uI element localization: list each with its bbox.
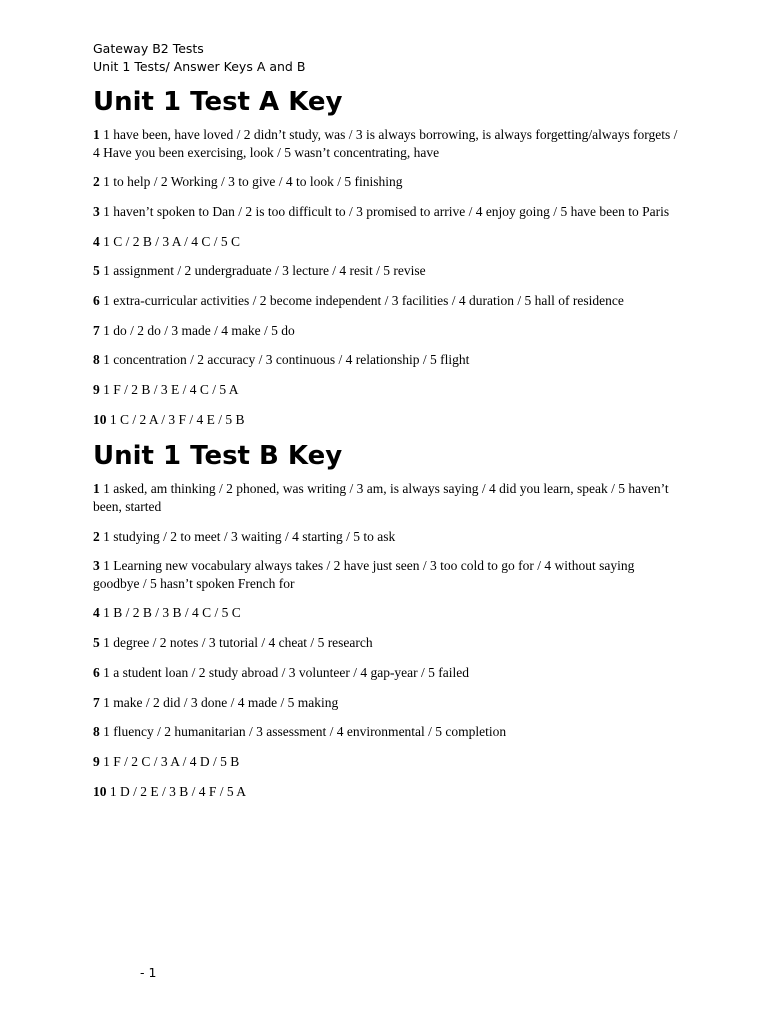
answer-item-number: 5 bbox=[93, 263, 100, 279]
answer-item-number: 5 bbox=[93, 635, 100, 651]
answer-item bbox=[93, 233, 678, 251]
answer-item-text: 1 extra-curricular activities / 2 become independent / 3 facilities / 4 duration / 5 hall of residence bbox=[103, 292, 624, 308]
answer-item-text: 1 assignment / 2 undergraduate / 3 lecture / 4 resit / 5 revise bbox=[103, 263, 426, 279]
answer-item-number: 7 bbox=[93, 322, 100, 338]
answer-item bbox=[93, 292, 678, 310]
test-a-answer-list bbox=[93, 126, 678, 428]
answer-item bbox=[93, 381, 678, 399]
answer-item-text: 1 Learning new vocabulary always takes / 2 have just seen / 3 too cold to go for / 4 without saying goodbye / 5 hasn’t spoken French for bbox=[93, 558, 635, 591]
answer-item-text: 1 make / 2 did / 3 done / 4 made / 5 making bbox=[103, 694, 339, 710]
answer-item-number: 1 bbox=[93, 481, 100, 497]
answer-item-text: 1 C / 2 B / 3 A / 4 C / 5 C bbox=[103, 233, 241, 249]
answer-item bbox=[93, 557, 678, 592]
answer-item-text: 1 C / 2 A / 3 F / 4 E / 5 B bbox=[109, 411, 245, 427]
answer-item-number: 7 bbox=[93, 694, 100, 710]
answer-item bbox=[93, 351, 678, 369]
answer-item bbox=[93, 126, 678, 161]
answer-item bbox=[93, 723, 678, 741]
answer-item bbox=[93, 480, 678, 515]
answer-item-text: 1 do / 2 do / 3 made / 4 make / 5 do bbox=[103, 322, 295, 338]
answer-item-text: 1 D / 2 E / 3 B / 4 F / 5 A bbox=[109, 783, 247, 799]
page-number: - 1 bbox=[140, 965, 157, 980]
answer-item-text: 1 a student loan / 2 study abroad / 3 volunteer / 4 gap-year / 5 failed bbox=[103, 664, 470, 680]
answer-item-text: 1 F / 2 B / 3 E / 4 C / 5 A bbox=[103, 382, 239, 397]
answer-item-number: 9 bbox=[93, 382, 100, 397]
answer-item-text: 1 asked, am thinking / 2 phoned, was writing / 3 am, is always saying / 4 did you learn, speak / 5 haven’t been, started bbox=[93, 481, 669, 514]
answer-item-number: 4 bbox=[93, 233, 100, 249]
document-page bbox=[93, 40, 678, 812]
answer-item bbox=[93, 173, 678, 191]
answer-item-number: 4 bbox=[93, 605, 100, 621]
answer-item-number: 2 bbox=[93, 174, 100, 190]
answer-item-number: 8 bbox=[93, 352, 100, 368]
answer-item-text: 1 degree / 2 notes / 3 tutorial / 4 cheat / 5 research bbox=[103, 635, 373, 651]
answer-item bbox=[93, 322, 678, 340]
answer-item-text: 1 concentration / 2 accuracy / 3 continuous / 4 relationship / 5 flight bbox=[103, 352, 470, 368]
answer-item-number: 6 bbox=[93, 292, 100, 308]
answer-item-number: 3 bbox=[93, 203, 100, 219]
answer-item-number: 2 bbox=[93, 528, 100, 544]
answer-item bbox=[93, 411, 678, 429]
answer-item-text: 1 F / 2 C / 3 A / 4 D / 5 B bbox=[103, 753, 240, 769]
document-header-line-2: Unit 1 Tests/ Answer Keys A and B bbox=[93, 59, 306, 74]
answer-item bbox=[93, 634, 678, 652]
answer-item-number: 3 bbox=[93, 558, 100, 574]
answer-item bbox=[93, 783, 678, 801]
answer-item bbox=[93, 528, 678, 546]
test-a-title: Unit 1 Test A Key bbox=[93, 87, 343, 117]
answer-item-number: 10 bbox=[93, 411, 107, 427]
answer-item-number: 9 bbox=[93, 753, 100, 769]
test-b-title: Unit 1 Test B Key bbox=[93, 441, 343, 472]
answer-item bbox=[93, 262, 678, 280]
answer-item-text: 1 B / 2 B / 3 B / 4 C / 5 C bbox=[103, 605, 241, 621]
answer-item-number: 1 bbox=[93, 127, 100, 142]
answer-item-number: 8 bbox=[93, 724, 100, 740]
answer-item-text: 1 have been, have loved / 2 didn’t study, was / 3 is always borrowing, is always forgetting/always forgets / 4 Have you been exercising, look / 5 wasn’t concentrating, have bbox=[93, 127, 678, 160]
test-b-answer-list bbox=[93, 480, 678, 800]
answer-item bbox=[93, 753, 678, 771]
answer-item bbox=[93, 604, 678, 622]
answer-item bbox=[93, 203, 678, 221]
answer-item-number: 6 bbox=[93, 664, 100, 680]
answer-item-text: 1 fluency / 2 humanitarian / 3 assessment / 4 environmental / 5 completion bbox=[103, 724, 507, 740]
document-header-line-1: Gateway B2 Tests bbox=[93, 41, 204, 56]
answer-item bbox=[93, 664, 678, 682]
answer-item-number: 10 bbox=[93, 783, 107, 799]
answer-item-text: 1 to help / 2 Working / 3 to give / 4 to look / 5 finishing bbox=[103, 174, 403, 190]
answer-item bbox=[93, 694, 678, 712]
answer-item-text: 1 haven’t spoken to Dan / 2 is too difficult to / 3 promised to arrive / 4 enjoy going / 5 have been to Paris bbox=[103, 203, 670, 219]
answer-item-text: 1 studying / 2 to meet / 3 waiting / 4 starting / 5 to ask bbox=[103, 528, 396, 544]
